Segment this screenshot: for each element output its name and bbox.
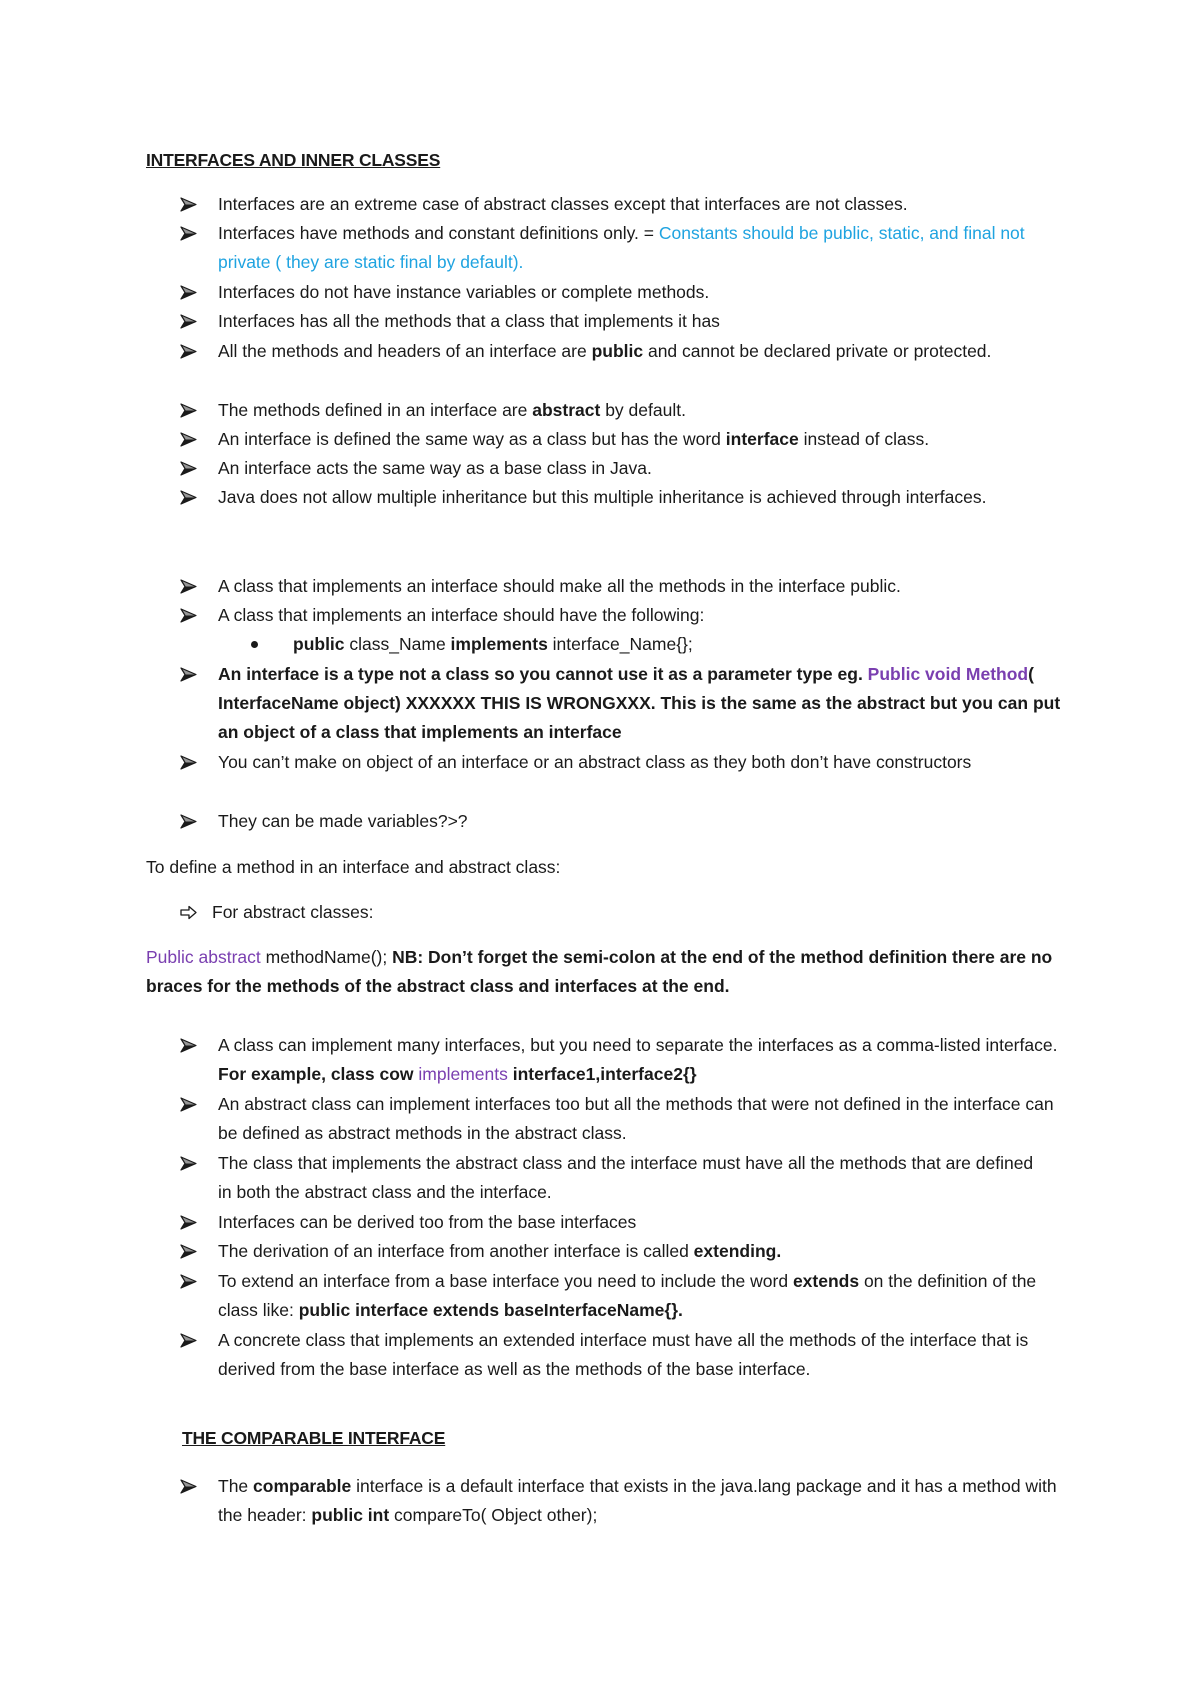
round-bullet-icon: [251, 641, 258, 648]
arrowhead-bullet-icon: [180, 1267, 198, 1296]
arrowhead-bullet-icon: [180, 278, 198, 307]
bullet-item: A concrete class that implements an extended interface must have all the methods of the interface that is derived from the base interface as well as the methods of the base interface.: [182, 1326, 1072, 1384]
arrowhead-bullet-icon: [180, 454, 198, 483]
arrowhead-bullet-icon: [180, 1149, 198, 1178]
bullet-item: All the methods and headers of an interface are public and cannot be declared private or protected.: [182, 337, 1022, 366]
bullet-item: They can be made variables?>?: [182, 807, 1072, 836]
arrowhead-bullet-icon: [180, 807, 198, 836]
arrowhead-bullet-icon: [180, 1090, 198, 1119]
bullet-item: An interface acts the same way as a base class in Java.: [182, 454, 1072, 483]
bullet-item: Interfaces can be derived too from the base interfaces: [182, 1208, 1072, 1237]
arrowhead-bullet-icon: [180, 1208, 198, 1237]
outline-arrow-icon: [180, 905, 197, 920]
section-heading-comparable: THE COMPARABLE INTERFACE: [182, 1428, 446, 1448]
bullet-item: A class that implements an interface should make all the methods in the interface public.: [182, 572, 1072, 601]
bullet-item: Interfaces has all the methods that a class that implements it has: [182, 307, 1072, 336]
arrowhead-bullet-icon: [180, 483, 198, 512]
bullet-item: The derivation of an interface from another interface is called extending.: [182, 1237, 1072, 1266]
arrowhead-bullet-icon: [180, 307, 198, 336]
bullet-item: Interfaces have methods and constant definitions only. = Constants should be public, static, and final not private ( they are static final by default).: [182, 219, 1072, 277]
arrowhead-bullet-icon: [180, 396, 198, 425]
arrowhead-bullet-icon: [180, 748, 198, 777]
bullet-item: An abstract class can implement interfaces too but all the methods that were not defined in the interface can be defined as abstract methods in the abstract class.: [182, 1090, 1072, 1148]
bullet-item: The comparable interface is a default interface that exists in the java.lang package and it has a method with the header: public int compareTo( Object other);: [182, 1472, 1072, 1530]
bullet-item: The class that implements the abstract class and the interface must have all the methods that are defined in both the abstract class and the interface.: [182, 1149, 1042, 1207]
bullet-item: Java does not allow multiple inheritance but this multiple inheritance is achieved through interfaces.: [182, 483, 1042, 512]
arrowhead-bullet-icon: [180, 219, 198, 248]
bullet-item: Interfaces do not have instance variables or complete methods.: [182, 278, 1072, 307]
arrowhead-bullet-icon: [180, 1326, 198, 1355]
sub-bullet-item: For abstract classes:: [180, 898, 373, 927]
arrowhead-bullet-icon: [180, 572, 198, 601]
bullet-item: A class can implement many interfaces, but you need to separate the interfaces as a comma-listed interface. For example, class cow implements interface1,interface2{}: [182, 1031, 1072, 1089]
bullet-item: A class that implements an interface should have the following:: [182, 601, 1072, 630]
bullet-item: An interface is a type not a class so you cannot use it as a parameter type eg. Public void Method( InterfaceName object) XXXXXX THIS IS WRONGXXX. This is the same as the abstract but you can put an object of a class that implements an interface: [182, 660, 1072, 747]
section-heading-interfaces: INTERFACES AND INNER CLASSES: [146, 150, 441, 170]
bullet-item: You can’t make on object of an interface or an abstract class as they both don’t have constructors: [182, 748, 1022, 777]
arrowhead-bullet-icon: [180, 425, 198, 454]
bullet-item: The methods defined in an interface are abstract by default.: [182, 396, 1072, 425]
arrowhead-bullet-icon: [180, 601, 198, 630]
arrowhead-bullet-icon: [180, 1031, 198, 1060]
arrowhead-bullet-icon: [180, 190, 198, 219]
arrowhead-bullet-icon: [180, 337, 198, 366]
code-example-item: public class_Name implements interface_Name{};: [253, 630, 693, 659]
paragraph: Public abstract methodName(); NB: Don’t forget the semi-colon at the end of the method definition there are no braces for the methods of the abstract class and interfaces at the end.: [146, 947, 1053, 996]
paragraph: To define a method in an interface and abstract class:: [146, 857, 561, 877]
arrowhead-bullet-icon: [180, 660, 198, 689]
arrowhead-bullet-icon: [180, 1237, 198, 1266]
arrowhead-bullet-icon: [180, 1472, 198, 1501]
bullet-item: To extend an interface from a base interface you need to include the word extends on the definition of the class like: public interface extends baseInterfaceName{}.: [182, 1267, 1072, 1325]
bullet-item: Interfaces are an extreme case of abstract classes except that interfaces are not classes.: [182, 190, 1072, 219]
bullet-item: An interface is defined the same way as a class but has the word interface instead of class.: [182, 425, 1072, 454]
